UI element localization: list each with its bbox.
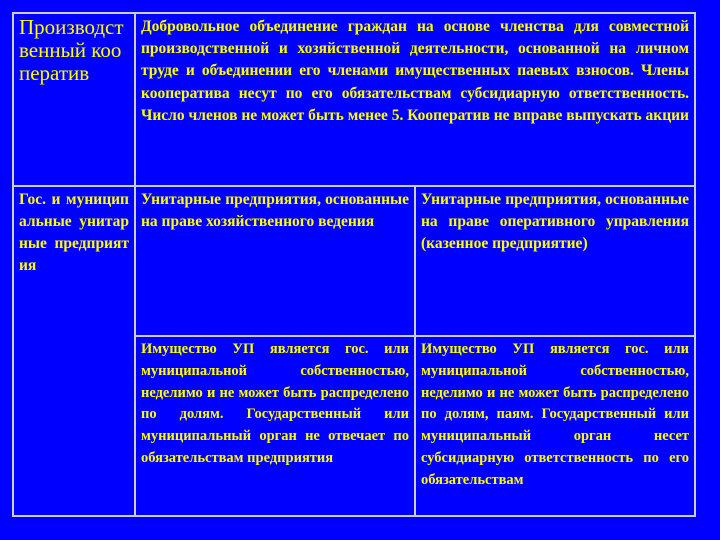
row-label-unitary: Гос. и муниципальные унитарные предприятия (13, 186, 135, 516)
economic-property-cell: Имущество УП является гос. или муниципальной собственностью, неделимо и не может быть распределено по долям. Государственный или муниципальный орган не отвечает по обязательствам предприятия (135, 336, 415, 516)
table-row-cooperative (13, 13, 695, 186)
row-label-cooperative: Производственный кооператив (13, 13, 135, 186)
cooperative-description: Добровольное объединение граждан на основе членства для совместной производственной и хозяйственной деятельности, основанной на личном труде и объединении его членами имущественных паевых взносов. Члены кооператива несут по его обязательствам субсидиарную ответственность. Число членов не может быть менее 5. Кооператив не вправе выпускать акции (135, 13, 695, 186)
operational-management-cell: Унитарные предприятия, основанные на праве оперативного управления (казенное предприятие) (415, 186, 695, 336)
table-row-unitary-types (13, 186, 695, 336)
operational-property-cell: Имущество УП является гос. или муниципальной собственностью, неделимо и не может быть распределено по долям, паям. Государственный или муниципальный орган несет субсидиарную ответственность по его обязательствам (415, 336, 695, 516)
business-forms-table (12, 12, 696, 517)
economic-management-cell: Унитарные предприятия, основанные на праве хозяйственного ведения (135, 186, 415, 336)
